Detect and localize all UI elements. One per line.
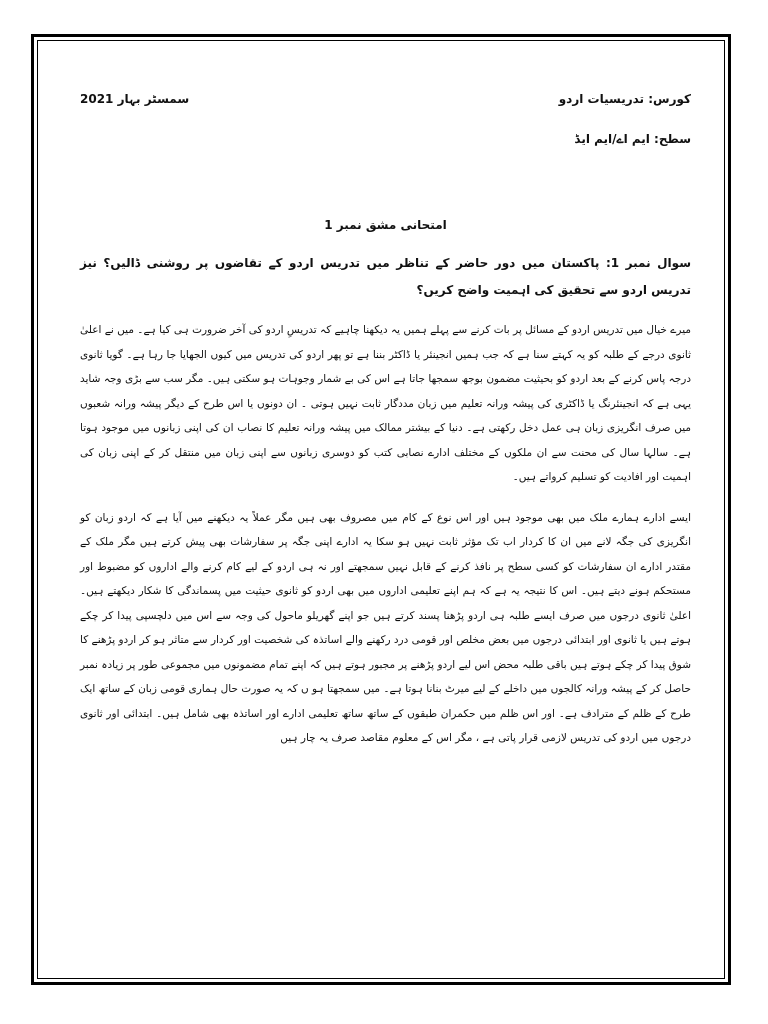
course-title: کورس: تدریسیات اردو: [558, 92, 691, 106]
semester-label: سمسٹر بہار 2021: [80, 92, 190, 106]
body-paragraph-2: ایسے ادارے ہمارے ملک میں بھی موجود ہیں اور اس نوع کے کام میں مصروف بھی ہیں مگر عملاً یہ دیکھنے میں آیا ہے کہ اردو زبان کو انگریزی کی جگہ لانے میں ان کا کردار اب تک مؤثر ثابت نہیں ہو سکا یہ ادارے اپنی جگہ پر سفارشات بھی پیش کرتے ہیں مگر ملک کے مقتدر ادارے ان سفارشات کو کسی سطح پر نافذ کرنے کے قابل نہیں سمجھتے اور نہ ہی اردو کے لیے کام کرنے والے اداروں کو مضبوط اور مستحکم ہونے دیتے ہیں۔ اس کا نتیجہ یہ ہے کہ ہم اپنے تعلیمی اداروں میں بھی اردو کو ثانوی حیثیت میں پسماندگی کا شکار دیکھتے ہیں۔ اعلیٰ ثانوی درجوں میں صرف ایسے طلبہ ہی اردو پڑھنا پسند کرتے ہیں جو اپنے گھریلو ماحول کی وجہ سے اس میں دلچسپی پیدا کر چکے ہوتے ہیں یا ثانوی اور ابتدائی درجوں میں بعض مخلص اور قومی درد رکھنے والے اساتذہ کی شخصیت اور کردار سے متاثر ہو کر اردو پڑھنے کا شوق پیدا کر چکے ہوتے ہیں باقی طلبہ محض اس لیے اردو پڑھنے پر مجبور ہوتے ہیں کہ اپنے تمام مضمونوں میں مجموعی طور پر زیادہ نمبر حاصل کر کے پیشہ ورانہ کالجوں میں داخلے کے لیے میرٹ بنانا ہوتا ہے۔ میں سمجھتا ہو ں کہ یہ صورت حال ہماری قومی زبان کے ساتھ ایک طرح کے ظلم کے مترادف ہے۔ اور اس ظلم میں حکمران طبقوں کے ساتھ ساتھ تعلیمی ادارے اور اساتذہ بھی شامل ہیں۔ ابتدائی اور ثانوی درجوں میں اردو کی تدریس لازمی قرار پاتی ہے ، مگر اس کے معلوم مقاصد صرف یہ چار ہیں: [80, 511, 691, 744]
exercise-title: امتحانی مشق نمبر 1: [324, 218, 447, 232]
level-label: سطح: ایم اے/ایم ایڈ: [574, 132, 691, 146]
question-text: سوال نمبر 1: پاکستان میں دور حاضر کے تناظر میں تدریس اردو کے تقاضوں پر روشنی ڈالیں؟ نیز تدریس اردو سے تحقیق کی اہمیت واضح کریں؟: [80, 256, 691, 297]
document-content: [80, 88, 691, 761]
header-row: [80, 92, 691, 120]
body-paragraph-1: میرے خیال میں تدریس اردو کے مسائل پر بات کرنے سے پہلے ہمیں یہ دیکھنا چاہیے کہ تدریسِ اردو کی آخر ضرورت ہی کیا ہے۔ میں نے اعلیٰ ثانوی درجے کے طلبہ کو یہ کہتے سنا ہے کہ جب ہمیں انجینئر یا ڈاکٹر بننا ہے تو پھر اردو کی تدریس میں کیوں الجھایا جا رہا ہے۔ گویا ثانوی درجہ پاس کرنے کے بعد اردو کو بحیثیت مضمون بوجھ سمجھا جاتا ہے اس کی بے شمار وجوہات ہو سکتی ہیں۔ مگر سب سے بڑی وجہ شاید یہی ہے کہ انجینئرنگ یا ڈاکٹری کی پیشہ ورانہ تعلیم میں زبان مددگار ثابت نہیں ہوتی ۔ ان دونوں یا اس طرح کے دیگر پیشہ ورانہ شعبوں میں صرف انگریزی زبان ہی عمل دخل رکھتی ہے۔ دنیا کے بیشتر ممالک میں پیشہ ورانہ تعلیم کا نصاب ان کی اپنی زبانوں میں موجود ہوتا ہے۔ سالہا سال کی محنت سے ان ملکوں کے مختلف ادارے نصابی کتب کو دوسری زبانوں سے اپنی زبان میں منتقل کر کے اپنی زبان کی اہمیت اور افادیت کو تسلیم کرواتے ہیں۔: [80, 324, 691, 483]
